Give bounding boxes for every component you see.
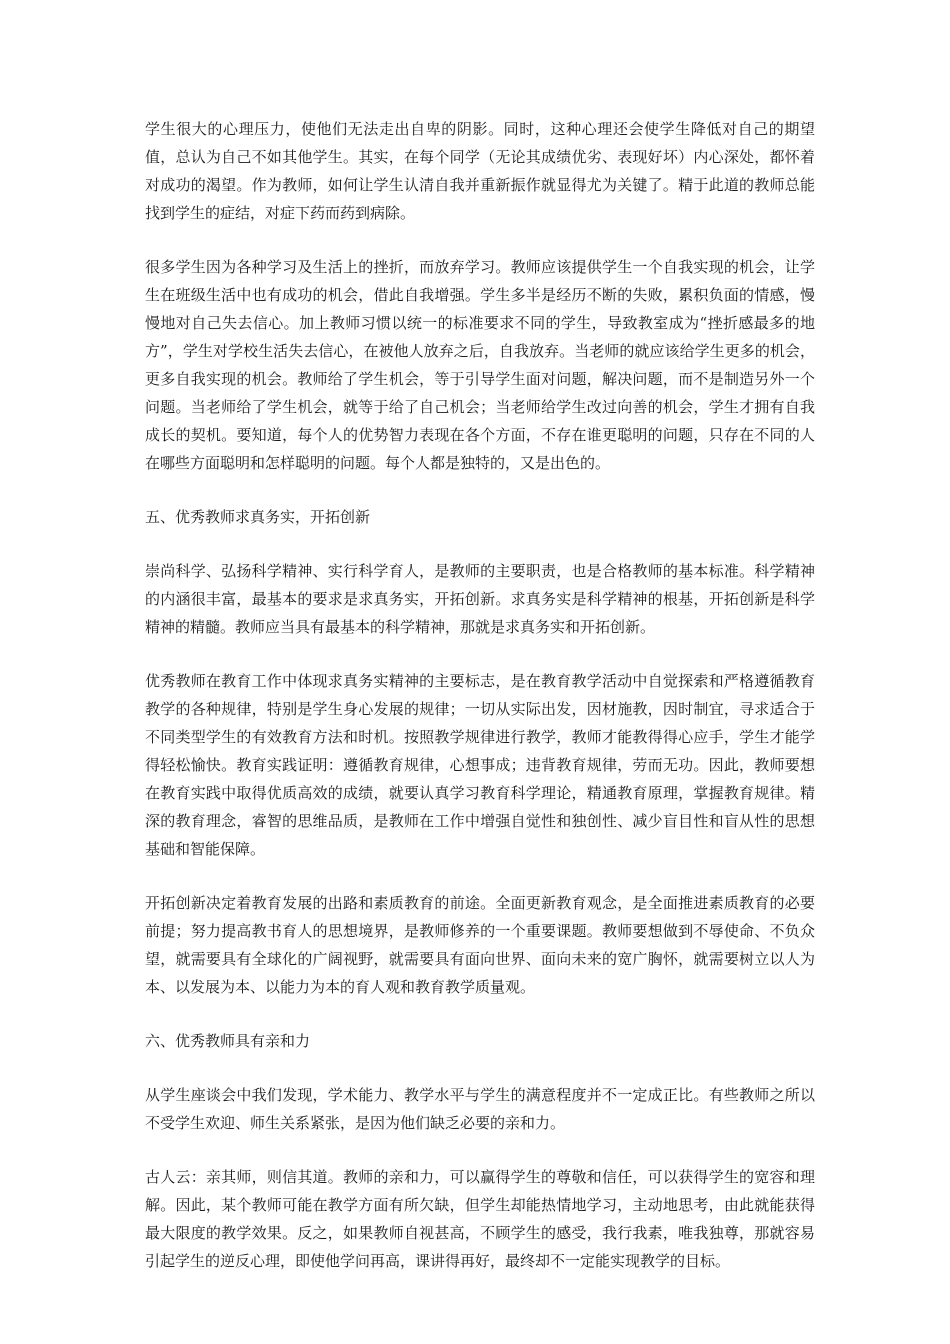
paragraph-5: 开拓创新决定着教育发展的出路和素质教育的前途。全面更新教育观念，是全面推进素质教育的必要前提；努力提高教书育人的思想境界，是教师修养的一个重要课题。教师要想做到不辱使命、不负众望，就需要具有全球化的广阔视野，就需要具有面向世界、面向未来的宽广胸怀，就需要树立以人为本、以发展为本、以能力为本的育人观和教育教学质量观。 xyxy=(145,894,815,996)
paragraph-4: 优秀教师在教育工作中体现求真务实精神的主要标志，是在教育教学活动中自觉探索和严格遵循教育教学的各种规律，特别是学生身心发展的规律；一切从实际出发，因材施教，因时制宜，寻求适合于不同类型学生的有效教育方法和时机。按照教学规律进行教学，教师才能教得得心应手，学生才能学得轻松愉快。教育实践证明：遵循教育规律，心想事成；违背教育规律，劳而无功。因此，教师要想在教育实践中取得优质高效的成绩，就要认真学习教育科学理论，精通教育原理，掌握教育规律。精深的教育理念，睿智的思维品质，是教师在工作中增强自觉性和独创性、减少盲目性和盲从性的思想基础和智能保障。 xyxy=(145,672,815,858)
document-body xyxy=(145,115,815,1301)
paragraph-1: 学生很大的心理压力，使他们无法走出自卑的阴影。同时，这种心理还会使学生降低对自己的期望值，总认为自己不如其他学生。其实，在每个同学（无论其成绩优劣、表现好坏）内心深处，都怀着对成功的渴望。作为教师，如何让学生认清自我并重新振作就显得尤为关键了。精于此道的教师总能找到学生的症结，对症下药而药到病除。 xyxy=(145,120,815,222)
section-heading-5: 五、优秀教师求真务实，开拓创新 xyxy=(145,508,371,526)
paragraph-7: 古人云：亲其师，则信其道。教师的亲和力，可以赢得学生的尊敬和信任，可以获得学生的宽容和理解。因此，某个教师可能在教学方面有所欠缺，但学生却能热情地学习，主动地思考，由此就能获得最大限度的教学效果。反之，如果教师自视甚高，不顾学生的感受，我行我素，唯我独尊，那就容易引起学生的逆反心理，即使他学问再高，课讲得再好，最终却不一定能实现教学的目标。 xyxy=(145,1168,815,1270)
section-heading-6: 六、优秀教师具有亲和力 xyxy=(145,1032,311,1050)
paragraph-2: 很多学生因为各种学习及生活上的挫折，而放弃学习。教师应该提供学生一个自我实现的机会，让学生在班级生活中也有成功的机会，借此自我增强。学生多半是经历不断的失败，累积负面的情感，慢慢地对自己失去信心。加上教师习惯以统一的标准要求不同的学生，导致教室成为“挫折感最多的地方”，学生对学校生活失去信心，在被他人放弃之后，自我放弃。当老师的就应该给学生更多的机会，更多自我实现的机会。教师给了学生机会，等于引导学生面对问题，解决问题，而不是制造另外一个问题。当老师给了学生机会，就等于给了自己机会；当老师给学生改过向善的机会，学生才拥有自我成长的契机。要知道，每个人的优势智力表现在各个方面，不存在谁更聪明的问题，只存在不同的人在哪些方面聪明和怎样聪明的问题。每个人都是独特的，又是出色的。 xyxy=(145,258,815,472)
paragraph-3: 崇尚科学、弘扬科学精神、实行科学育人，是教师的主要职责，也是合格教师的基本标准。科学精神的内涵很丰富，最基本的要求是求真务实，开拓创新。求真务实是科学精神的根基，开拓创新是科学精神的精髓。教师应当具有最基本的科学精神，那就是求真务实和开拓创新。 xyxy=(145,562,815,636)
paragraph-6: 从学生座谈会中我们发现，学术能力、教学水平与学生的满意程度并不一定成正比。有些教师之所以不受学生欢迎、师生关系紧张，是因为他们缺乏必要的亲和力。 xyxy=(145,1086,815,1132)
